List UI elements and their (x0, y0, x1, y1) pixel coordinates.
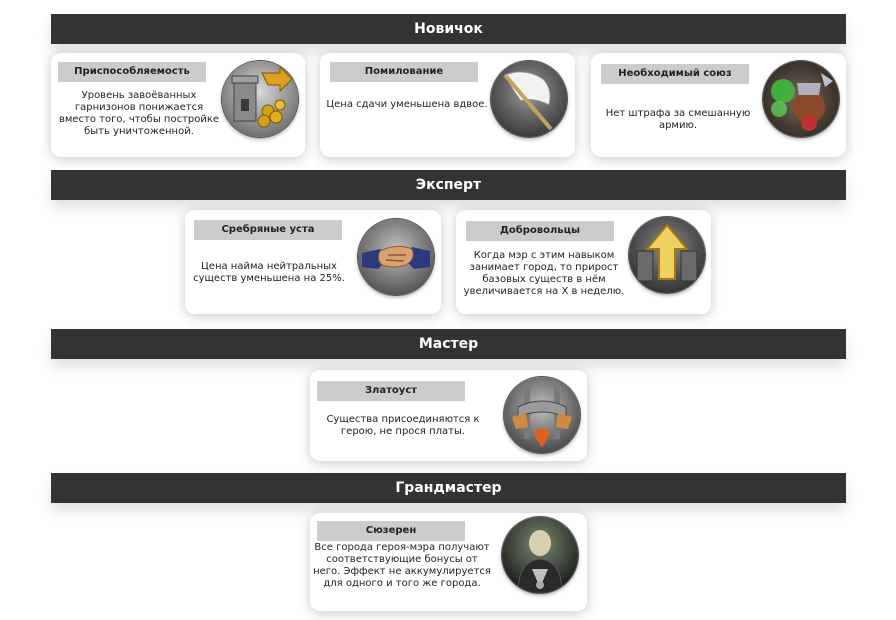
skill-card-silver-tongue[interactable] (185, 210, 441, 314)
skill-description: Когда мэр с этим навыком занимает город, то прирост базовых существ в нём увеличивается на X в неделю. (463, 250, 625, 297)
upward-arrow-castle-icon (629, 217, 705, 293)
tier-header-grandmaster: Грандмастер (51, 473, 846, 503)
skill-title: Добровольцы (466, 221, 614, 241)
skill-description: Цена найма нейтральных существ уменьшена на 25%. (193, 261, 345, 284)
mixed-army-icon (763, 61, 839, 137)
skill-description: Уровень завоёванных гарнизонов понижается вместо того, чтобы постройке быть уничтоженной. (58, 90, 220, 137)
white-flag-icon (491, 61, 567, 137)
skill-title: Помилование (330, 62, 478, 82)
tier-header-master: Мастер (51, 329, 846, 359)
tier-header-expert: Эксперт (51, 170, 846, 200)
skill-description: Цена сдачи уменьшена вдвое. (326, 99, 488, 110)
skill-card-chrysostom[interactable] (310, 370, 587, 461)
skill-card-volunteers[interactable] (456, 210, 711, 314)
skill-title: Сребряные уста (194, 220, 342, 240)
skill-title: Необходимый союз (601, 64, 749, 84)
tier-header-novice: Новичок (51, 14, 846, 44)
skill-description: Все города героя-мэра получают соответствующие бонусы от него. Эффект не аккумулируется для одного и того же города. (313, 542, 491, 589)
skill-card-necessary-alliance[interactable] (591, 53, 846, 157)
skill-card-adaptability[interactable] (51, 53, 305, 157)
skill-description: Существа присоединяются к герою, не прося платы. (326, 414, 480, 437)
gate-hands-icon (504, 377, 580, 453)
lord-portrait-icon (502, 517, 578, 593)
tower-gold-icon (222, 61, 298, 137)
skill-title: Приспособляемость (58, 62, 206, 82)
skill-description: Нет штрафа за смешанную армию. (605, 108, 751, 131)
skill-title: Златоуст (317, 381, 465, 401)
skill-card-pardon[interactable] (320, 53, 575, 157)
skill-title: Сюзерен (317, 521, 465, 541)
handshake-icon (358, 219, 434, 295)
skill-card-suzerain[interactable] (310, 513, 587, 611)
